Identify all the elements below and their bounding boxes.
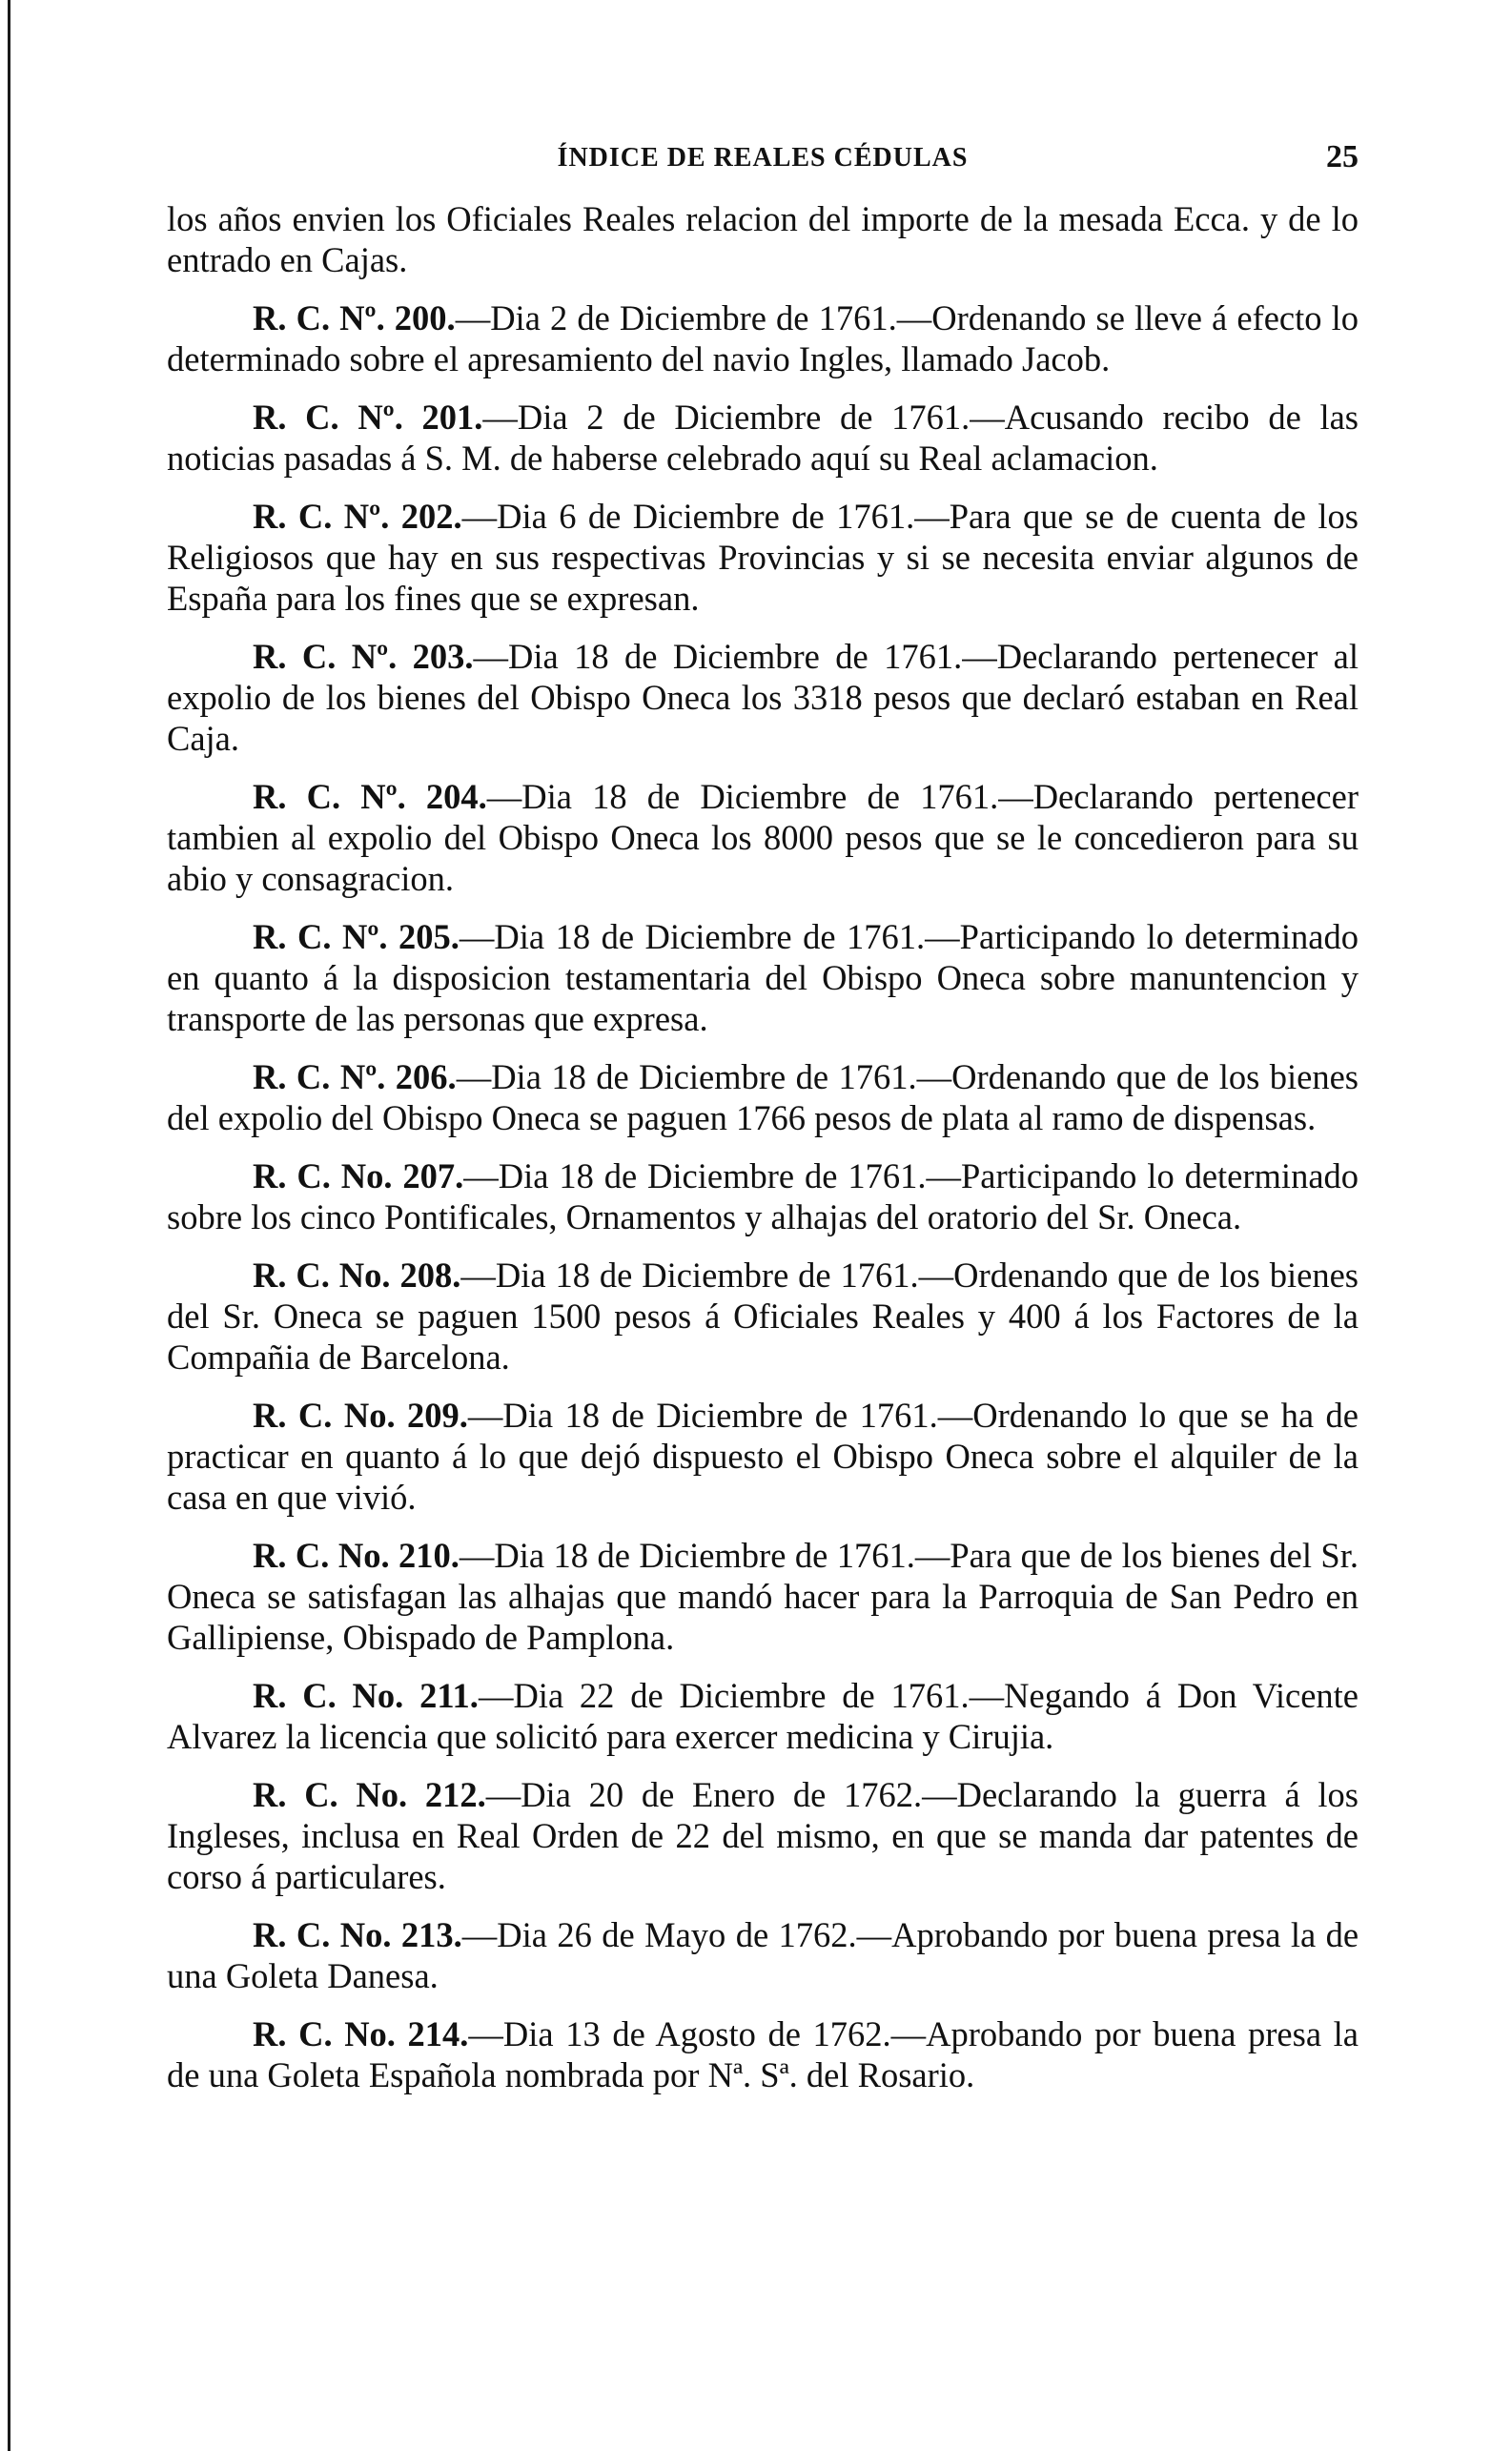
running-header [167, 139, 1359, 181]
entry-ref: R. C. Nº. 202. [253, 497, 462, 536]
entry-203 [167, 636, 1359, 759]
running-title: ÍNDICE DE REALES CÉDULAS [557, 143, 969, 173]
entry-ref: R. C. Nº. 201. [253, 398, 483, 437]
entry-ref: R. C. No. 211. [253, 1676, 479, 1715]
entry-ref: R. C. Nº. 206. [253, 1057, 457, 1096]
entry-ref: R. C. No. 212. [253, 1775, 486, 1814]
entry-ref: R. C. No. 213. [253, 1915, 462, 1954]
entry-ref: R. C. Nº. 204. [253, 777, 487, 816]
entry-ref: R. C. No. 214. [253, 2014, 469, 2053]
entry-209 [167, 1395, 1359, 1518]
page-edge-line [8, 0, 10, 2451]
page [167, 139, 1359, 2113]
entry-ref: R. C. Nº. 203. [253, 637, 474, 676]
entry-ref: R. C. Nº. 205. [253, 917, 460, 956]
entry-214 [167, 2013, 1359, 2095]
entry-211 [167, 1675, 1359, 1757]
entry-ref: R. C. No. 207. [253, 1156, 464, 1195]
entries-list [167, 198, 1359, 2095]
entry-ref: R. C. Nº. 200. [253, 298, 456, 337]
entry-201 [167, 397, 1359, 479]
entry-207 [167, 1155, 1359, 1237]
entry-text: —Dia 6 de Diciembre de 1761.—Para que se de cuenta de los Religiosos que hay en sus respectivas Provincias y si se necesita enviar algunos de España para los fines que se expresan. [167, 497, 1359, 618]
entry-210 [167, 1535, 1359, 1658]
entry-text: —Dia 20 de Enero de 1762.—Declarando la guerra á los Ingleses, inclusa en Real Orden de 22 del mismo, en que se manda dar patentes de corso á particulares. [167, 1775, 1359, 1896]
entry-200 [167, 297, 1359, 379]
entry-text: —Dia 18 de Diciembre de 1761.—Participando lo determinado sobre los cinco Pontificales, Ornamentos y alhajas del oratorio del Sr. Oneca. [167, 1156, 1359, 1236]
entry-ref: R. C. No. 208. [253, 1256, 461, 1295]
entry-202 [167, 496, 1359, 619]
page-number: 25 [1326, 139, 1359, 174]
entry-213 [167, 1914, 1359, 1996]
entry-text: —Dia 18 de Diciembre de 1761.—Ordenando lo que se ha de practicar en quanto á lo que dejó dispuesto el Obispo Oneca sobre el alquiler de la casa en que vivió. [167, 1396, 1359, 1517]
entry-text: —Dia 2 de Diciembre de 1761.—Ordenando se lleve á efecto lo determinado sobre el apresamiento del navio Ingles, llamado Jacob. [167, 298, 1359, 378]
entry-ref: R. C. No. 210. [253, 1536, 460, 1575]
entry-212 [167, 1774, 1359, 1897]
entry-text: los años envien los Oficiales Reales relacion del importe de la mesada Ecca. y de lo entrado en Cajas. [167, 199, 1359, 279]
entry-205 [167, 916, 1359, 1039]
entry-206 [167, 1056, 1359, 1138]
entry-204 [167, 776, 1359, 899]
entry-text: —Dia 13 de Agosto de 1762.—Aprobando por buena presa la de una Goleta Española nombrada por Nª. Sª. del Rosario. [167, 2014, 1359, 2094]
entry-text: —Dia 22 de Diciembre de 1761.—Negando á Don Vicente Alvarez la licencia que solicitó para exercer medicina y Cirujia. [167, 1676, 1359, 1756]
entry-continuation [167, 198, 1359, 280]
entry-text: —Dia 18 de Diciembre de 1761.—Ordenando que de los bienes del Sr. Oneca se paguen 1500 pesos á Oficiales Reales y 400 á los Factores de la Compañia de Barcelona. [167, 1256, 1359, 1377]
entry-text: —Dia 26 de Mayo de 1762.—Aprobando por buena presa la de una Goleta Danesa. [167, 1915, 1359, 1995]
entry-text: —Dia 18 de Diciembre de 1761.—Participando lo determinado en quanto á la disposicion testamentaria del Obispo Oneca sobre manuntencion y transporte de las personas que expresa. [167, 917, 1359, 1038]
entry-text: —Dia 18 de Diciembre de 1761.—Para que de los bienes del Sr. Oneca se satisfagan las alhajas que mandó hacer para la Parroquia de San Pedro en Gallipiense, Obispado de Pamplona. [167, 1536, 1359, 1657]
entry-208 [167, 1255, 1359, 1378]
entry-text: —Dia 18 de Diciembre de 1761.—Declarando pertenecer tambien al expolio del Obispo Oneca los 8000 pesos que se le concedieron para su abio y consagracion. [167, 777, 1359, 898]
entry-text: —Dia 2 de Diciembre de 1761.—Acusando recibo de las noticias pasadas á S. M. de haberse celebrado aquí su Real aclamacion. [167, 398, 1359, 478]
entry-ref: R. C. No. 209. [253, 1396, 468, 1435]
entry-text: —Dia 18 de Diciembre de 1761.—Declarando pertenecer al expolio de los bienes del Obispo Oneca los 3318 pesos que declaró estaban en Real Caja. [167, 637, 1359, 758]
entry-text: —Dia 18 de Diciembre de 1761.—Ordenando que de los bienes del expolio del Obispo Oneca se paguen 1766 pesos de plata al ramo de dispensas. [167, 1057, 1359, 1137]
